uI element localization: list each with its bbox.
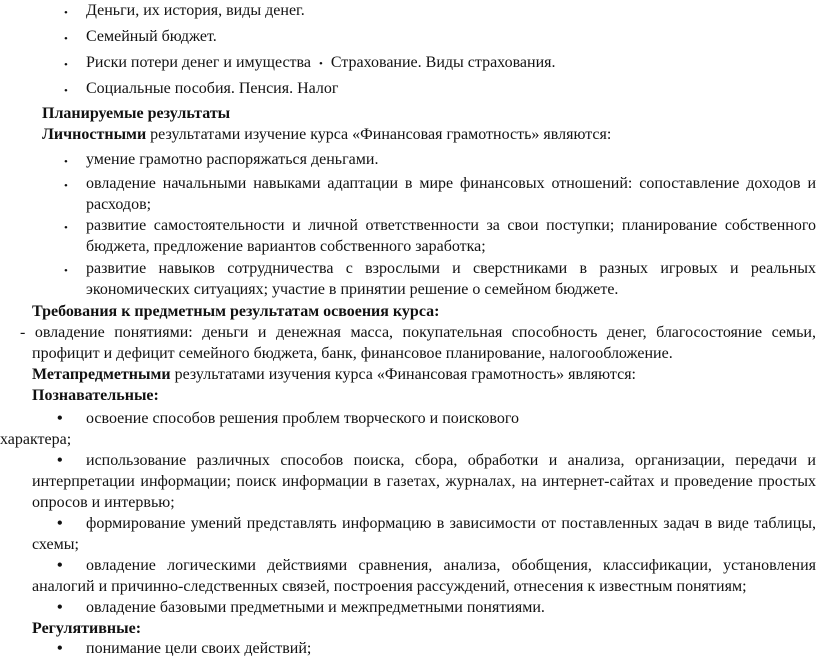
heading-regulatory: Регулятивные:: [32, 620, 142, 637]
bullet: •: [57, 640, 63, 657]
cognitive-item-cont: характера;: [0, 431, 72, 448]
personal-item-cont: расходов;: [86, 196, 152, 213]
bullet: •: [57, 410, 63, 427]
bullet: •: [64, 59, 68, 71]
heading-cognitive: Познавательные:: [32, 387, 159, 404]
cognitive-item: формирование умений представлять информацию в зависимости от поставленных задач в виде таблицы,: [86, 515, 816, 532]
cognitive-item: овладение базовыми предметными и межпредметными понятиями.: [86, 599, 545, 616]
bullet: •: [57, 557, 63, 574]
personal-item: развитие самостоятельности и личной ответственности за свои поступки; планирование собственного: [86, 217, 816, 234]
personal-item-cont: бюджета, предложение вариантов собственного заработка;: [86, 238, 486, 255]
bullet: •: [64, 265, 68, 277]
subject-text-cont: профицит и дефицит семейного бюджета, банк, финансовое планирование, налогообложение.: [32, 345, 673, 362]
bullet: •: [57, 452, 63, 469]
cognitive-item-cont: схемы;: [32, 536, 79, 553]
bullet: •: [57, 599, 63, 616]
heading-subject-results: Требования к предметным результатам освоения курса:: [32, 303, 440, 320]
cognitive-item: освоение способов решения проблем творческого и поискового: [86, 410, 520, 427]
cognitive-item: использование различных способов поиска, сбора, обработки и анализа, организации, передачи и: [86, 452, 816, 469]
bullet: •: [64, 156, 68, 168]
cognitive-item-cont: аналогий и причинно-следственных связей, построения рассуждений, отнесения к известным понятиям;: [32, 578, 747, 595]
bullet: •: [64, 33, 68, 45]
personal-item: умение грамотно распоряжаться деньгами.: [86, 151, 379, 168]
topic-item: Социальные пособия. Пенсия. Налог: [86, 80, 339, 97]
cognitive-item: овладение логическими действиями сравнения, анализа, обобщения, классификации, установления: [86, 557, 816, 574]
bullet: •: [64, 7, 68, 19]
topic-item: Семейный бюджет.: [86, 28, 217, 45]
personal-item-cont: экономических ситуациях; участие в принятии решение о семейном бюджете.: [86, 281, 619, 298]
bullet: •: [64, 85, 68, 97]
cognitive-item-cont: интерпретации информации; поиск информации в газетах, журналах, на интернет-сайтах и проведение простых: [32, 473, 816, 490]
bullet: •: [57, 515, 63, 532]
cognitive-item-cont: опросов и интервью;: [32, 494, 175, 511]
personal-intro: Личностными результатами изучение курса «Финансовая грамотность» являются:: [42, 126, 612, 143]
topic-item: Риски потери денег и имущества • Страхование. Виды страхования.: [86, 54, 556, 71]
meta-intro: Метапредметными результатами изучения курса «Финансовая грамотность» являются:: [32, 366, 636, 383]
topic-item: Деньги, их история, виды денег.: [86, 2, 305, 19]
subject-text: - овладение понятиями: деньги и денежная масса, покупательная способность денег, благосостояние семьи,: [20, 324, 816, 341]
regulatory-item: понимание цели своих действий;: [86, 640, 312, 657]
bullet: •: [64, 222, 68, 234]
heading-planned-results: Планируемые результаты: [42, 105, 231, 122]
personal-item: овладение начальными навыками адаптации в мире финансовых отношений: сопоставление доходов и: [86, 175, 816, 192]
personal-item: развитие навыков сотрудничества с взрослыми и сверстниками в разных игровых и реальных: [86, 260, 816, 277]
bullet: •: [318, 58, 323, 70]
bullet: •: [64, 180, 68, 192]
